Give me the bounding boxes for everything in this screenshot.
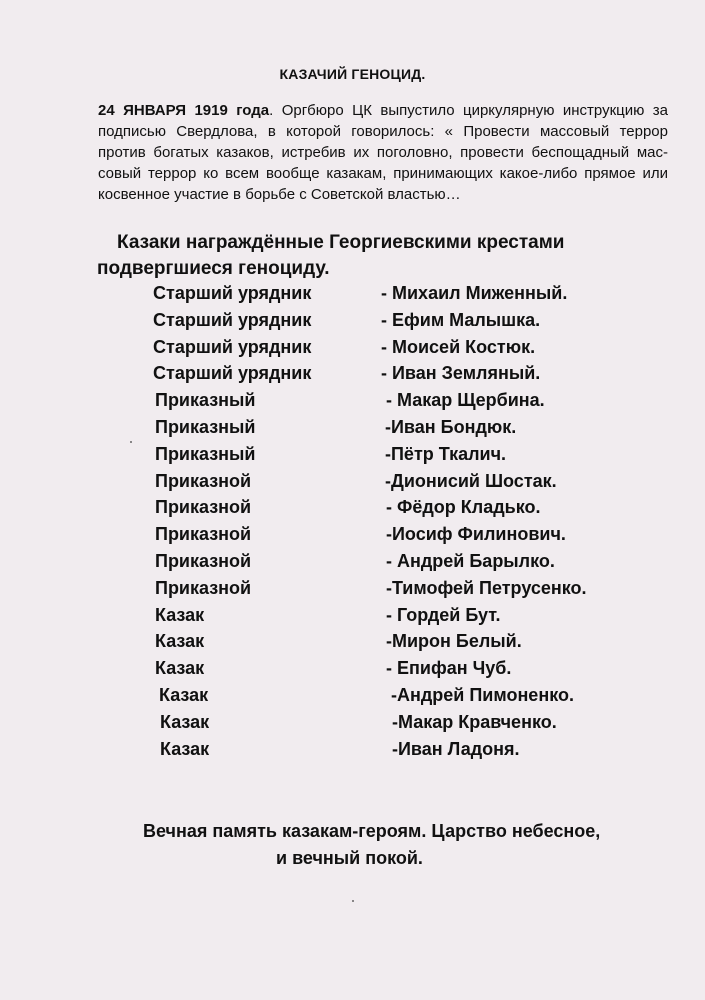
roster-row — [0, 548, 705, 574]
roster-rank: Старший урядник — [153, 336, 312, 357]
roster-name: -Тимофей Петрусенко. — [386, 577, 587, 598]
roster-name: - Моисей Костюк. — [381, 336, 536, 357]
roster-row — [0, 494, 705, 520]
roster-name: -Макар Кравченко. — [392, 711, 557, 732]
roster-name: -Иосиф Филинович. — [386, 524, 566, 545]
roster-heading — [97, 230, 657, 282]
roster-rank: Казак — [155, 658, 205, 679]
intro-date: 24 ЯНВАРЯ 1919 года — [98, 102, 270, 119]
roster-name: - Иван Земляный. — [381, 363, 541, 384]
roster-rank: Казак — [155, 604, 205, 625]
roster-heading-line-1: Казаки награждённые Георгиевскими крестами — [117, 232, 565, 253]
paper-speck — [352, 900, 354, 902]
roster-row — [0, 682, 705, 708]
document-title: КАЗАЧИЙ ГЕНОЦИД. — [279, 66, 426, 82]
roster-rank: Приказный — [155, 443, 256, 464]
closing-line-2: и вечный покой. — [276, 848, 423, 868]
roster-rank: Приказной — [155, 497, 252, 518]
roster-row — [0, 655, 705, 681]
roster-name: - Фёдор Кладько. — [386, 497, 541, 518]
roster-name: -Пётр Ткалич. — [385, 443, 507, 464]
roster-name: - Михаил Миженный. — [381, 283, 568, 303]
intro-paragraph — [98, 100, 668, 205]
roster-row — [0, 468, 705, 494]
roster-row — [0, 736, 705, 762]
roster-row — [0, 521, 705, 547]
roster-heading-line-2: подвергшиеся геноциду. — [97, 258, 330, 279]
roster-rank: Казак — [159, 685, 209, 705]
roster-rank: Старший урядник — [153, 309, 312, 330]
roster-rank: Приказный — [155, 417, 256, 437]
roster-name: - Ефим Малышка. — [381, 309, 541, 330]
roster-name: -Мирон Белый. — [386, 631, 522, 652]
roster-name: -Иван Ладоня. — [392, 738, 520, 759]
roster-rank: Казак — [155, 631, 205, 652]
roster-name: -Дионисий Шостак. — [385, 470, 557, 491]
roster-rank: Старший урядник — [153, 363, 312, 384]
roster-row — [0, 280, 705, 306]
roster-row — [0, 414, 705, 440]
roster-name: - Гордей Бут. — [386, 604, 501, 625]
roster-name: - Андрей Барылко. — [386, 551, 555, 571]
roster-rank: Приказной — [155, 577, 252, 598]
roster-row — [0, 628, 705, 654]
roster-rank: Казак — [160, 738, 210, 759]
roster-row — [0, 387, 705, 413]
roster-name: - Епифан Чуб. — [386, 658, 512, 679]
roster-row — [0, 575, 705, 601]
roster-row — [0, 360, 705, 386]
roster-rank: Приказной — [155, 524, 252, 545]
closing-line-1: Вечная память казакам-героям. Царство небесное, — [143, 821, 601, 841]
roster-row — [0, 441, 705, 467]
roster-rank: Приказной — [155, 470, 252, 491]
roster-rank: Казак — [160, 711, 210, 732]
roster-rank: Приказный — [155, 390, 256, 411]
roster-name: -Иван Бондюк. — [385, 417, 517, 437]
roster-rank: Старший урядник — [153, 283, 312, 303]
roster-row — [0, 307, 705, 333]
roster-name: - Макар Щербина. — [386, 390, 545, 411]
roster-name: -Андрей Пимоненко. — [391, 685, 574, 705]
roster-row — [0, 602, 705, 628]
paper-speck — [130, 441, 132, 443]
roster-row — [0, 334, 705, 360]
roster-row — [0, 709, 705, 735]
roster-rank: Приказной — [155, 551, 252, 571]
intro-text: . Оргбюро ЦК выпустило циркулярную инструкцию за подписью Свердлова, в которой говорилось: « Провести массовый террор против богатых казаков, истребив их поголовно, провести беспощадный мас-совый террор ко всем вообще казакам, принимающих какое-либо прямое или косвенное участие в борьбе с Советской властью… — [98, 102, 668, 203]
